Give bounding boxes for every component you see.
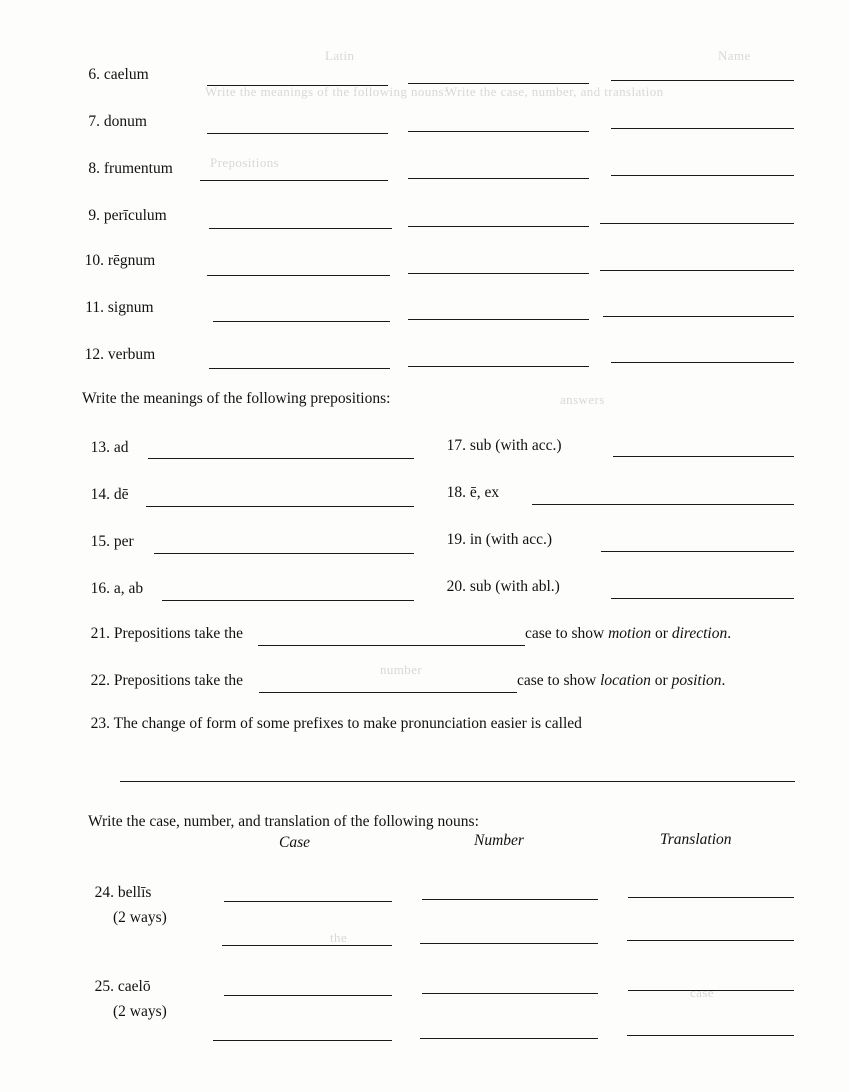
list-item <box>440 578 560 596</box>
answer-blank[interactable] <box>603 316 794 317</box>
answer-blank[interactable] <box>611 362 794 363</box>
answer-blank[interactable] <box>146 506 414 507</box>
answer-blank[interactable] <box>224 995 392 996</box>
statement-text-before: Prepositions take the <box>113 625 244 642</box>
ghost-text: Latin <box>325 48 355 63</box>
statement-text-end: . <box>727 625 732 642</box>
ghost-text: Name <box>718 48 751 63</box>
list-item <box>440 484 499 502</box>
answer-blank[interactable] <box>600 270 794 271</box>
item-word: in (with acc.) <box>469 531 553 548</box>
item-number: 16. <box>90 580 110 597</box>
item-word: rēgnum <box>107 252 156 269</box>
statement-text-conj: or <box>650 672 672 689</box>
answer-blank[interactable] <box>209 228 392 229</box>
item-number: 7. <box>88 113 100 130</box>
list-item <box>74 160 173 178</box>
answer-blank[interactable] <box>408 366 589 367</box>
statement-text-conj: or <box>651 625 672 642</box>
list-item <box>78 299 154 317</box>
ghost-text: case <box>690 985 714 1000</box>
answer-blank[interactable] <box>611 598 794 599</box>
item-number: 10. <box>84 252 104 269</box>
item-number: 25. <box>94 978 114 995</box>
item-number: 18. <box>446 484 466 501</box>
item-number: 20. <box>446 578 466 595</box>
ghost-text: answers <box>560 392 605 407</box>
list-item <box>84 439 129 457</box>
ghost-text: number <box>380 662 423 677</box>
list-item <box>78 346 155 364</box>
statement-22 <box>84 672 243 690</box>
answer-blank[interactable] <box>120 781 795 782</box>
answer-blank[interactable] <box>408 319 589 320</box>
answer-blank[interactable] <box>601 551 794 552</box>
answer-blank[interactable] <box>408 131 589 132</box>
statement-emphasis: direction <box>671 625 728 642</box>
statement-text-after: case to show <box>525 625 609 642</box>
answer-blank[interactable] <box>213 1040 392 1041</box>
item-word: bellīs <box>117 884 152 901</box>
statement-text-end: . <box>721 672 726 689</box>
answer-blank[interactable] <box>408 178 589 179</box>
item-note: (2 ways) <box>113 909 167 926</box>
answer-blank[interactable] <box>628 990 794 991</box>
answer-blank[interactable] <box>422 993 598 994</box>
column-header-case: Case <box>279 834 310 851</box>
statement-text-after: case to show <box>517 672 601 689</box>
item-note: (2 ways) <box>113 1003 167 1020</box>
ghost-text: Write the case, number, and translation <box>445 84 664 99</box>
item-number: 9. <box>88 207 100 224</box>
answer-blank[interactable] <box>154 553 414 554</box>
statement-emphasis: location <box>600 672 651 689</box>
item-number: 17. <box>446 437 466 454</box>
statement-23 <box>84 715 582 733</box>
table-row <box>88 884 151 902</box>
answer-blank[interactable] <box>162 600 414 601</box>
answer-blank[interactable] <box>258 645 525 646</box>
answer-blank[interactable] <box>627 940 794 941</box>
column-header-translation: Translation <box>660 831 732 848</box>
statement-text-before: Prepositions take the <box>113 672 244 689</box>
nouns-heading: Write the case, number, and translation of the following nouns: <box>88 813 479 830</box>
statement-emphasis: position <box>671 672 722 689</box>
list-item <box>440 437 562 455</box>
statement-21 <box>84 625 243 643</box>
item-word: a, ab <box>113 580 144 597</box>
item-number: 24. <box>94 884 114 901</box>
prepositions-heading: Write the meanings of the following prepositions: <box>82 390 391 407</box>
answer-blank[interactable] <box>420 1038 598 1039</box>
answer-blank[interactable] <box>420 943 598 944</box>
answer-blank[interactable] <box>207 133 388 134</box>
answer-blank[interactable] <box>600 223 794 224</box>
item-number: 15. <box>90 533 110 550</box>
item-word: caelum <box>103 66 149 83</box>
item-word: dē <box>113 486 129 503</box>
list-item <box>74 207 167 225</box>
answer-blank[interactable] <box>224 901 392 902</box>
answer-blank[interactable] <box>207 85 388 86</box>
item-word: verbum <box>107 346 156 363</box>
list-item <box>84 580 143 598</box>
list-item <box>84 486 129 504</box>
answer-blank[interactable] <box>209 368 390 369</box>
list-item <box>78 252 155 270</box>
table-row <box>88 978 151 996</box>
item-number: 12. <box>84 346 104 363</box>
answer-blank[interactable] <box>408 226 589 227</box>
item-word: ad <box>113 439 129 456</box>
item-word: caelō <box>117 978 151 995</box>
item-number: 23. <box>90 715 110 732</box>
answer-blank[interactable] <box>422 899 598 900</box>
answer-blank[interactable] <box>611 128 794 129</box>
item-number: 8. <box>88 160 100 177</box>
answer-blank[interactable] <box>259 692 517 693</box>
answer-blank[interactable] <box>200 180 388 181</box>
item-number: 13. <box>90 439 110 456</box>
ghost-text: Prepositions <box>210 155 280 170</box>
statement-22-tail <box>517 672 725 690</box>
answer-blank[interactable] <box>148 458 414 459</box>
answer-blank[interactable] <box>627 1035 794 1036</box>
answer-blank[interactable] <box>213 321 390 322</box>
ghost-text: Write the meanings of the following nouns: <box>205 84 449 99</box>
answer-blank[interactable] <box>207 275 390 276</box>
item-word: sub (with abl.) <box>469 578 560 595</box>
column-header-number: Number <box>474 832 524 849</box>
answer-blank[interactable] <box>408 273 589 274</box>
answer-blank[interactable] <box>628 897 794 898</box>
list-item <box>74 113 147 131</box>
item-word: frumentum <box>103 160 173 177</box>
list-item <box>440 531 552 549</box>
item-word: per <box>113 533 134 550</box>
item-word: sub (with acc.) <box>469 437 562 454</box>
item-number: 14. <box>90 486 110 503</box>
item-word: signum <box>107 299 154 316</box>
answer-blank[interactable] <box>611 175 794 176</box>
item-number: 6. <box>88 66 100 83</box>
item-word: donum <box>103 113 147 130</box>
item-number: 22. <box>90 672 110 689</box>
answer-blank[interactable] <box>532 504 794 505</box>
list-item <box>84 533 134 551</box>
list-item <box>74 66 149 84</box>
answer-blank[interactable] <box>613 456 794 457</box>
item-number: 11. <box>85 299 104 316</box>
answer-blank[interactable] <box>222 945 392 946</box>
ghost-text: the <box>330 930 348 945</box>
answer-blank[interactable] <box>611 80 794 81</box>
item-number: 21. <box>90 625 110 642</box>
item-number: 19. <box>446 531 466 548</box>
answer-blank[interactable] <box>408 83 589 84</box>
statement-text: The change of form of some prefixes to make pronunciation easier is called <box>113 715 582 732</box>
statement-emphasis: motion <box>608 625 652 642</box>
statement-21-tail <box>525 625 731 643</box>
item-word: ē, ex <box>469 484 500 501</box>
item-word: perīculum <box>103 207 167 224</box>
